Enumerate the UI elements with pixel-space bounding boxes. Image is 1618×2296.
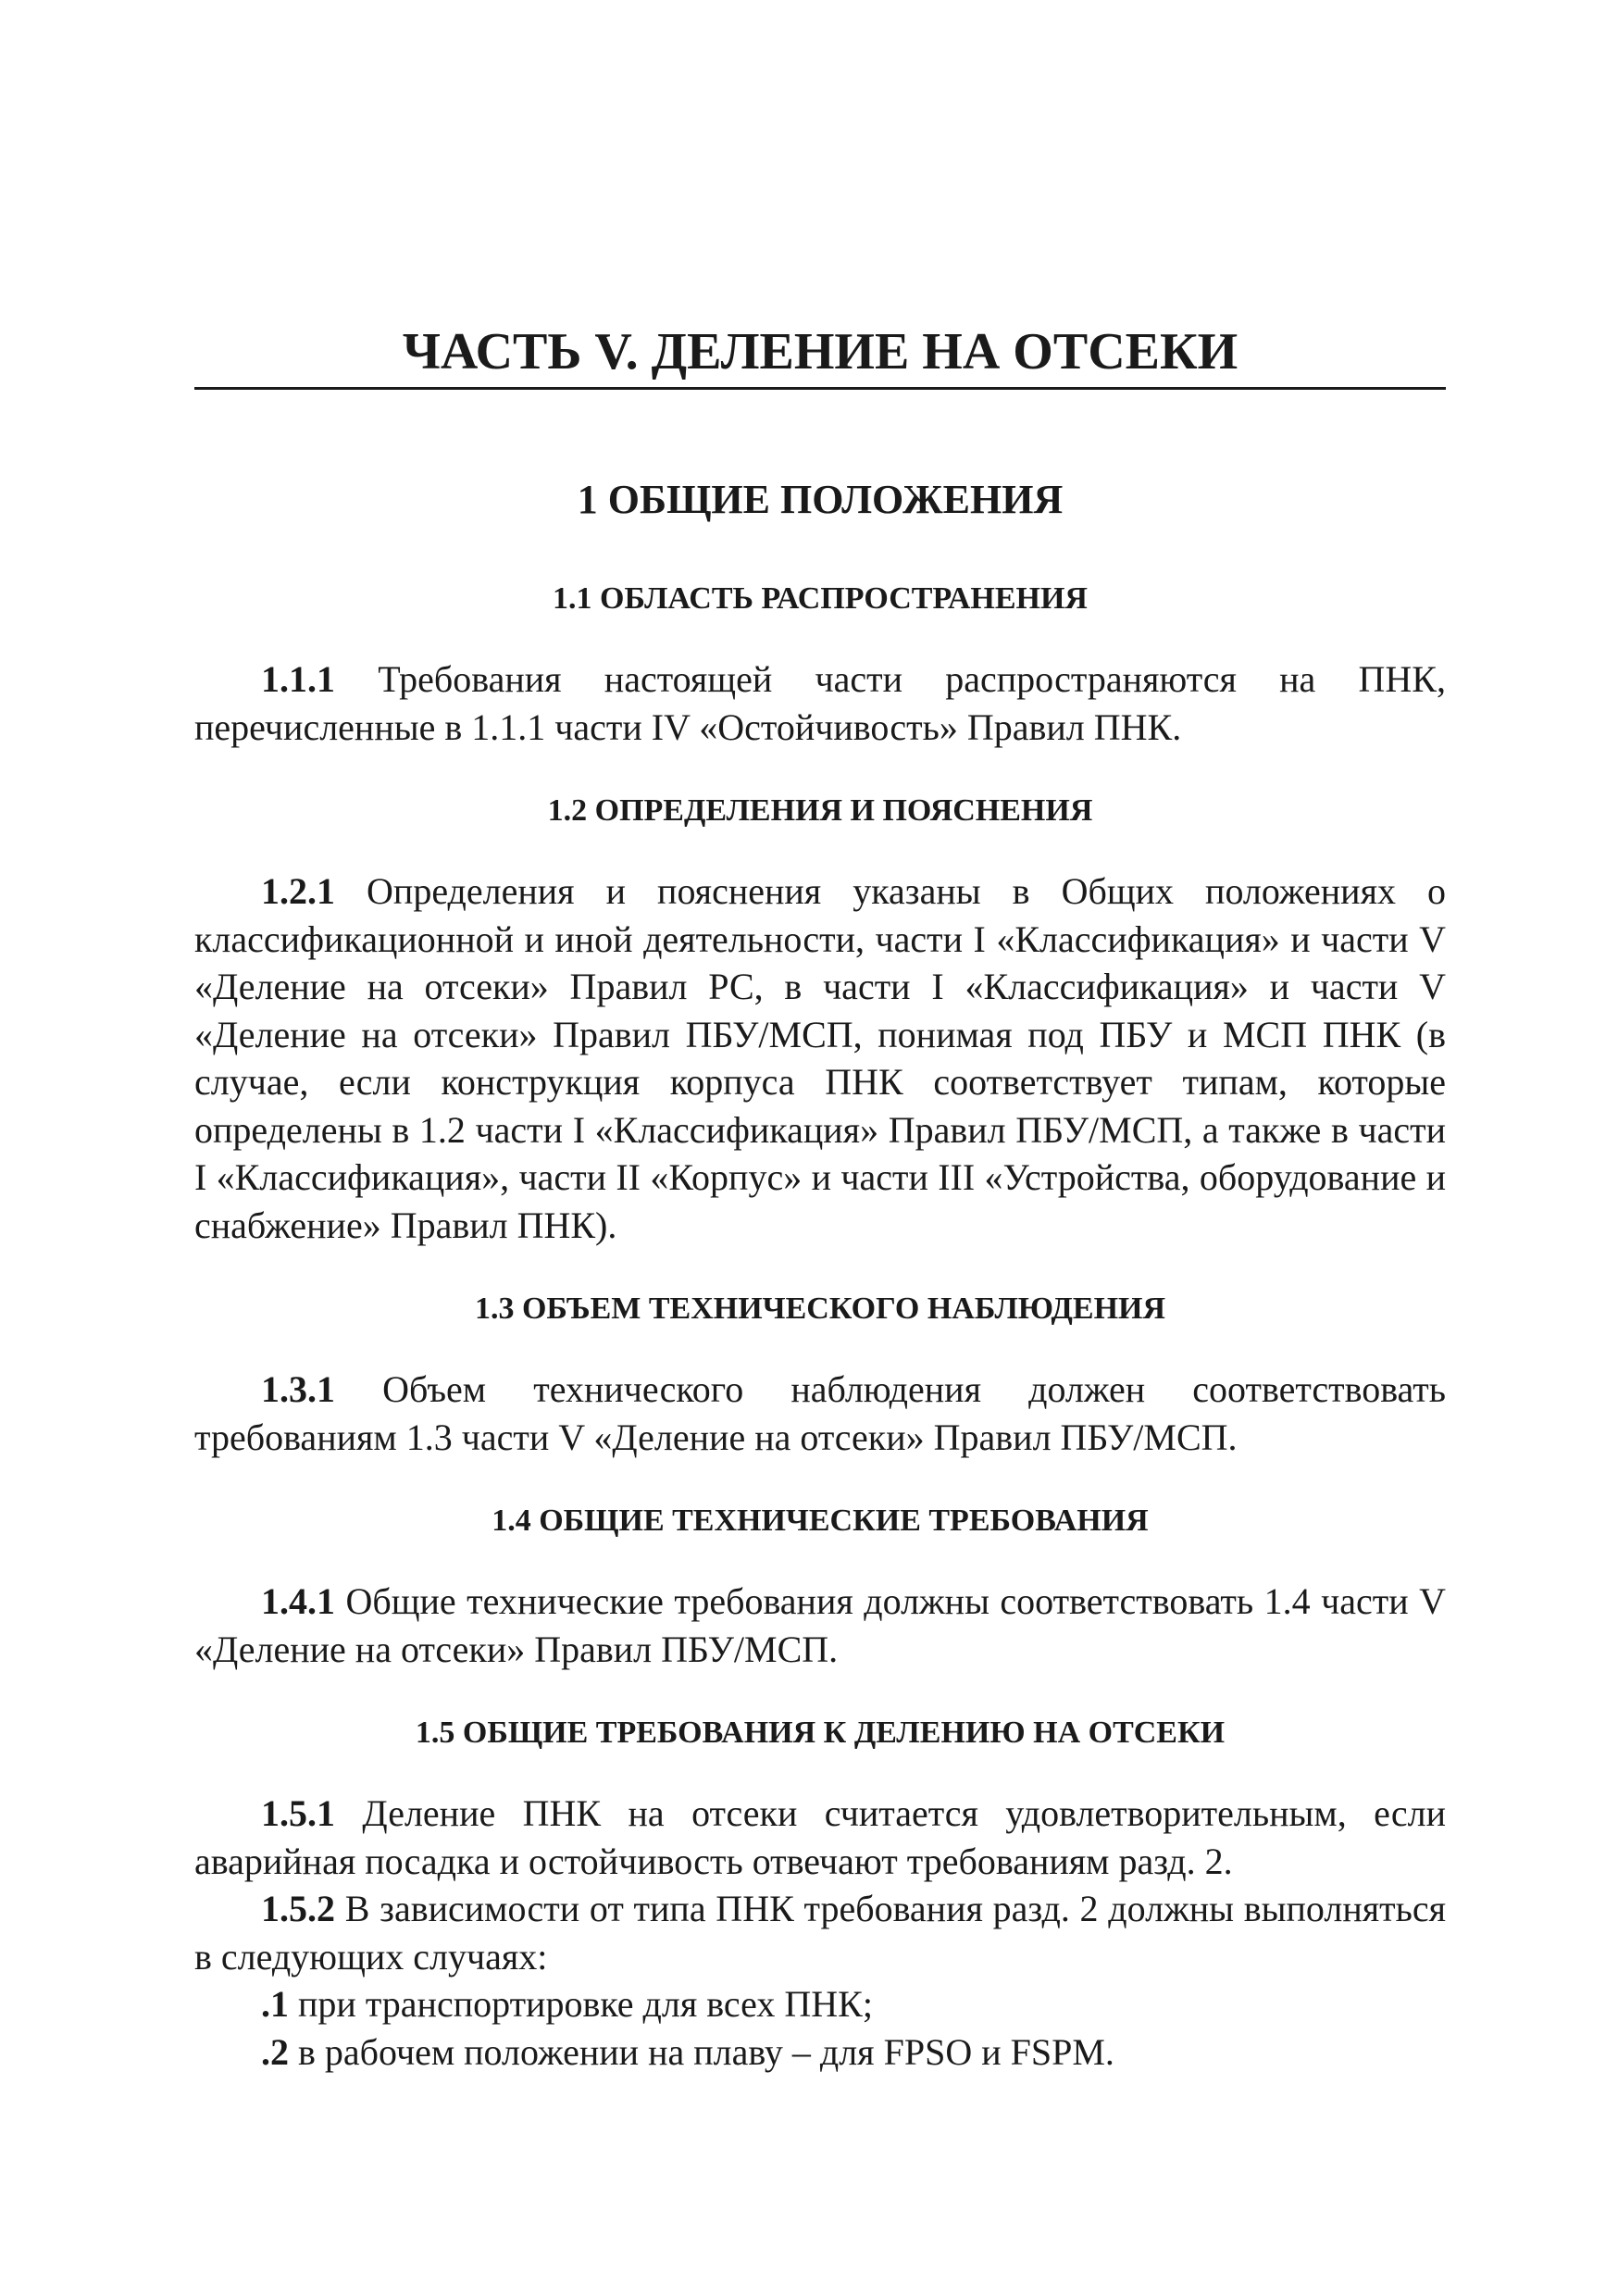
- paragraph-text: Определения и пояснения указаны в Общих положениях о классификационной и иной деятельности, части I «Классификация» и части V «Деление на отсеки» Правил РС, в части I «Классификация» и части V «Деление на отсеки» Правил ПБУ/МСП, понимая под ПБУ и МСП ПНК (в случае, если конструкция корпуса ПНК соответствует типам, которые определены в 1.2 части I «Классификация» Правил ПБУ/МСП, а также в части I «Классификация», части II «Корпус» и части III «Устройства, оборудование и снабжение» Правил ПНК).: [194, 870, 1446, 1246]
- paragraph-1-1-1: [194, 655, 1446, 751]
- title-underline: [194, 387, 1446, 390]
- list-item-number: .1: [261, 1983, 289, 2025]
- paragraph-text: Общие технические требования должны соответствовать 1.4 части V «Деление на отсеки» Правил ПБУ/МСП.: [194, 1580, 1446, 1670]
- paragraph-text: Объем технического наблюдения должен соответствовать требованиям 1.3 части V «Деление на отсеки» Правил ПБУ/МСП.: [194, 1368, 1446, 1458]
- list-item: [194, 2028, 1446, 2077]
- paragraph-number: 1.4.1: [261, 1580, 335, 1622]
- section-heading-1-2: 1.2 ОПРЕДЕЛЕНИЯ И ПОЯСНЕНИЯ: [547, 793, 1093, 828]
- paragraph-1-5-2: [194, 1885, 1446, 1980]
- chapter-heading: 1 ОБЩИЕ ПОЛОЖЕНИЯ: [577, 477, 1064, 522]
- paragraph-text: Требования настоящей части распространяются на ПНК, перечисленные в 1.1.1 части IV «Остойчивость» Правил ПНК.: [194, 658, 1446, 748]
- paragraph-number: 1.1.1: [261, 658, 335, 700]
- paragraph-1-3-1: [194, 1366, 1446, 1461]
- list-item-number: .2: [261, 2030, 289, 2073]
- paragraph-1-5-1: [194, 1790, 1446, 1885]
- paragraph-1-4-1: [194, 1578, 1446, 1673]
- section-heading-1-4: 1.4 ОБЩИЕ ТЕХНИЧЕСКИЕ ТРЕБОВАНИЯ: [492, 1504, 1149, 1538]
- paragraph-number: 1.3.1: [261, 1368, 335, 1410]
- part-title: ЧАСТЬ V. ДЕЛЕНИЕ НА ОТСЕКИ: [402, 323, 1238, 381]
- paragraph-text: В зависимости от типа ПНК требования разд. 2 должны выполняться в следующих случаях:: [194, 1888, 1446, 1978]
- document-body: [194, 463, 1446, 2076]
- list-item-text: при транспортировке для всех ПНК;: [289, 1983, 873, 2025]
- section-heading-1-1: 1.1 ОБЛАСТЬ РАСПРОСТРАНЕНИЯ: [553, 581, 1088, 616]
- list-item: [194, 1980, 1446, 2028]
- paragraph-1-2-1: [194, 867, 1446, 1249]
- list-item-text: в рабочем положении на плаву – для FPSO и FSPM.: [289, 2030, 1114, 2073]
- section-heading-1-5: 1.5 ОБЩИЕ ТРЕБОВАНИЯ К ДЕЛЕНИЮ НА ОТСЕКИ: [415, 1716, 1226, 1750]
- paragraph-number: 1.5.2: [261, 1888, 335, 1929]
- section-heading-1-3: 1.3 ОБЪЕМ ТЕХНИЧЕСКОГО НАБЛЮДЕНИЯ: [474, 1292, 1166, 1326]
- paragraph-number: 1.5.1: [261, 1792, 335, 1834]
- paragraph-text: Деление ПНК на отсеки считается удовлетворительным, если аварийная посадка и остойчивость отвечают требованиям разд. 2.: [194, 1792, 1446, 1882]
- paragraph-number: 1.2.1: [261, 870, 335, 912]
